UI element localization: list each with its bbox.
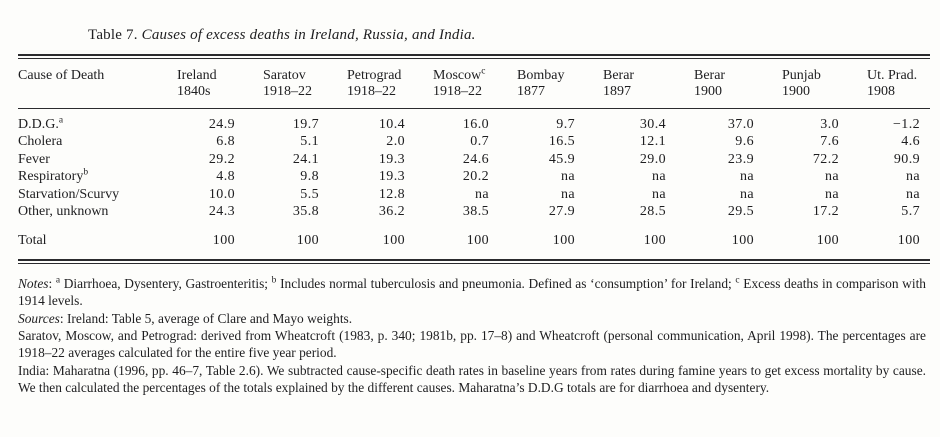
- table-cell: na: [739, 186, 754, 202]
- table-cell: −1.2: [893, 117, 920, 132]
- table-cell: 9.6: [735, 134, 754, 150]
- table-cell: 45.9: [548, 151, 575, 167]
- table-cell: 20.2: [462, 169, 489, 185]
- table-cell: 24.1: [292, 151, 319, 167]
- table-cell: na: [651, 169, 666, 185]
- table-cell: 90.9: [893, 151, 920, 167]
- data-table: [18, 59, 930, 259]
- table-cell: na: [905, 169, 920, 185]
- table-cell: 5.5: [300, 186, 319, 202]
- table-cell: 19.3: [378, 151, 405, 167]
- table-cell: 2.0: [386, 134, 405, 150]
- table-cell: 12.8: [378, 186, 405, 202]
- table-cell: 29.0: [639, 151, 666, 167]
- table-cell: 27.9: [548, 204, 575, 220]
- table-row-fever: [18, 151, 930, 168]
- column-header-saratov: Saratov 1918–22: [263, 59, 347, 109]
- table-cell: 72.2: [812, 151, 839, 167]
- column-header-punjab: Punjab 1900: [782, 59, 867, 109]
- table-header: [18, 59, 930, 109]
- column-header-petrograd: Petrograd 1918–22: [347, 59, 433, 109]
- row-label: Cholera: [18, 134, 63, 150]
- row-label: D.D.G.$^a$: [18, 115, 64, 132]
- table-cell: 4.6: [901, 134, 920, 150]
- header-row: [18, 59, 930, 109]
- column-header-bombay: Bombay 1877: [517, 59, 603, 109]
- table-cell: na: [739, 169, 754, 185]
- table-cell: na: [651, 186, 666, 202]
- table-cell: na: [474, 186, 489, 202]
- row-label: Fever: [18, 151, 50, 167]
- column-header-moscow: Moscow$^c$ 1918–22: [433, 59, 517, 109]
- table-cell: 5.7: [901, 204, 920, 220]
- table-cell: na: [560, 169, 575, 185]
- table-row-ddg: [18, 109, 930, 134]
- table-cell: 37.0: [727, 117, 754, 132]
- column-header-ut-prad: Ut. Prad. 1908: [867, 59, 930, 109]
- table-row-total: [18, 222, 930, 258]
- table-cell: 6.8: [216, 134, 235, 150]
- table-cell: 100: [897, 233, 920, 249]
- table-cell: 38.5: [462, 204, 489, 220]
- table-cell: na: [824, 169, 839, 185]
- row-label: Total: [18, 233, 47, 249]
- note-sources-russia: Saratov, Moscow, and Petrograd: derived from Wheatcroft (1983, p. 340; 1981b, pp. 17–8) and Wheatcroft (personal communication, April 1998). The percentages are 1918–22 averages calculated for the entire five year period.: [18, 328, 926, 361]
- table-row-other-unknown: [18, 203, 930, 222]
- table-cell: 35.8: [292, 204, 319, 220]
- table-row-cholera: [18, 133, 930, 150]
- table-cell: 100: [643, 233, 666, 249]
- table-cell: 0.7: [470, 134, 489, 150]
- table-cell: 4.8: [216, 169, 235, 185]
- table-cell: 28.5: [639, 204, 666, 220]
- table-cell: 100: [466, 233, 489, 249]
- table-title: [88, 27, 930, 44]
- table-cell: 10.4: [378, 117, 405, 132]
- table-cell: 24.9: [208, 117, 235, 132]
- column-header-berar-1897: Berar 1897: [603, 59, 694, 109]
- note-sources-ireland: Sources: Ireland: Table 5, average of Clare and Mayo weights.: [18, 310, 353, 326]
- table-cell: 36.2: [378, 204, 405, 220]
- table-body: [18, 109, 930, 223]
- table-cell: 100: [296, 233, 319, 249]
- table-cell: 23.9: [727, 151, 754, 167]
- column-header-ireland: Ireland 1840s: [177, 59, 263, 109]
- note-sources-india: India: Maharatna (1996, pp. 46–7, Table 2.6). We subtracted cause-specific death rates in baseline years from rates during famine years to get excess mortality by cause. We then calculated the percentages of the totals explained by the different causes. Maharatna’s D.D.G totals are for diarrhoea and dysentery.: [18, 362, 926, 396]
- notes-block: [18, 275, 926, 397]
- table-title-prefix: Table 7.: [88, 27, 138, 43]
- row-label: Starvation/Scurvy: [18, 186, 120, 202]
- table-cell: 100: [731, 233, 754, 249]
- table-cell: 17.2: [812, 204, 839, 220]
- table-cell: na: [905, 186, 920, 202]
- bottom-double-rule: [18, 259, 930, 264]
- table-cell: 29.5: [727, 204, 754, 220]
- table-row-starvation-scurvy: [18, 186, 930, 203]
- table-cell: 16.5: [548, 134, 575, 150]
- row-label: Respiratory$^b$: [18, 167, 89, 185]
- column-header-cause-of-death: Cause of Death: [18, 59, 177, 109]
- table-cell: 30.4: [639, 117, 666, 132]
- table-cell: 19.7: [292, 117, 319, 132]
- table-cell: 100: [382, 233, 405, 249]
- table-cell: 100: [552, 233, 575, 249]
- table-cell: 16.0: [462, 117, 489, 132]
- table-cell: 9.8: [300, 169, 319, 185]
- table-cell: 5.1: [300, 134, 319, 150]
- table-row-respiratory: [18, 168, 930, 185]
- table-title-caption: Causes of excess deaths in Ireland, Russia, and India.: [141, 27, 476, 43]
- table-cell: 24.3: [208, 204, 235, 220]
- note-definitions: Notes: $^a$ Diarrhoea, Dysentery, Gastroenteritis; $^b$ Includes normal tuberculosis and pneumonia. Defined as ‘consumption’ for Ireland; $^c$ Excess deaths in comparison with 1914 levels.: [18, 275, 926, 309]
- table-total-section: [18, 222, 930, 258]
- table-cell: 100: [212, 233, 235, 249]
- table-cell: 12.1: [639, 134, 666, 150]
- table-cell: 29.2: [208, 151, 235, 167]
- table-cell: 3.0: [820, 117, 839, 132]
- table-cell: 9.7: [556, 117, 575, 132]
- table-cell: 24.6: [462, 151, 489, 167]
- row-label: Other, unknown: [18, 204, 109, 220]
- table-cell: 7.6: [820, 134, 839, 150]
- table-cell: na: [824, 186, 839, 202]
- table-cell: 100: [816, 233, 839, 249]
- table-cell: 10.0: [208, 186, 235, 202]
- column-header-berar-1900: Berar 1900: [694, 59, 782, 109]
- table-cell: 19.3: [378, 169, 405, 185]
- table-cell: na: [560, 186, 575, 202]
